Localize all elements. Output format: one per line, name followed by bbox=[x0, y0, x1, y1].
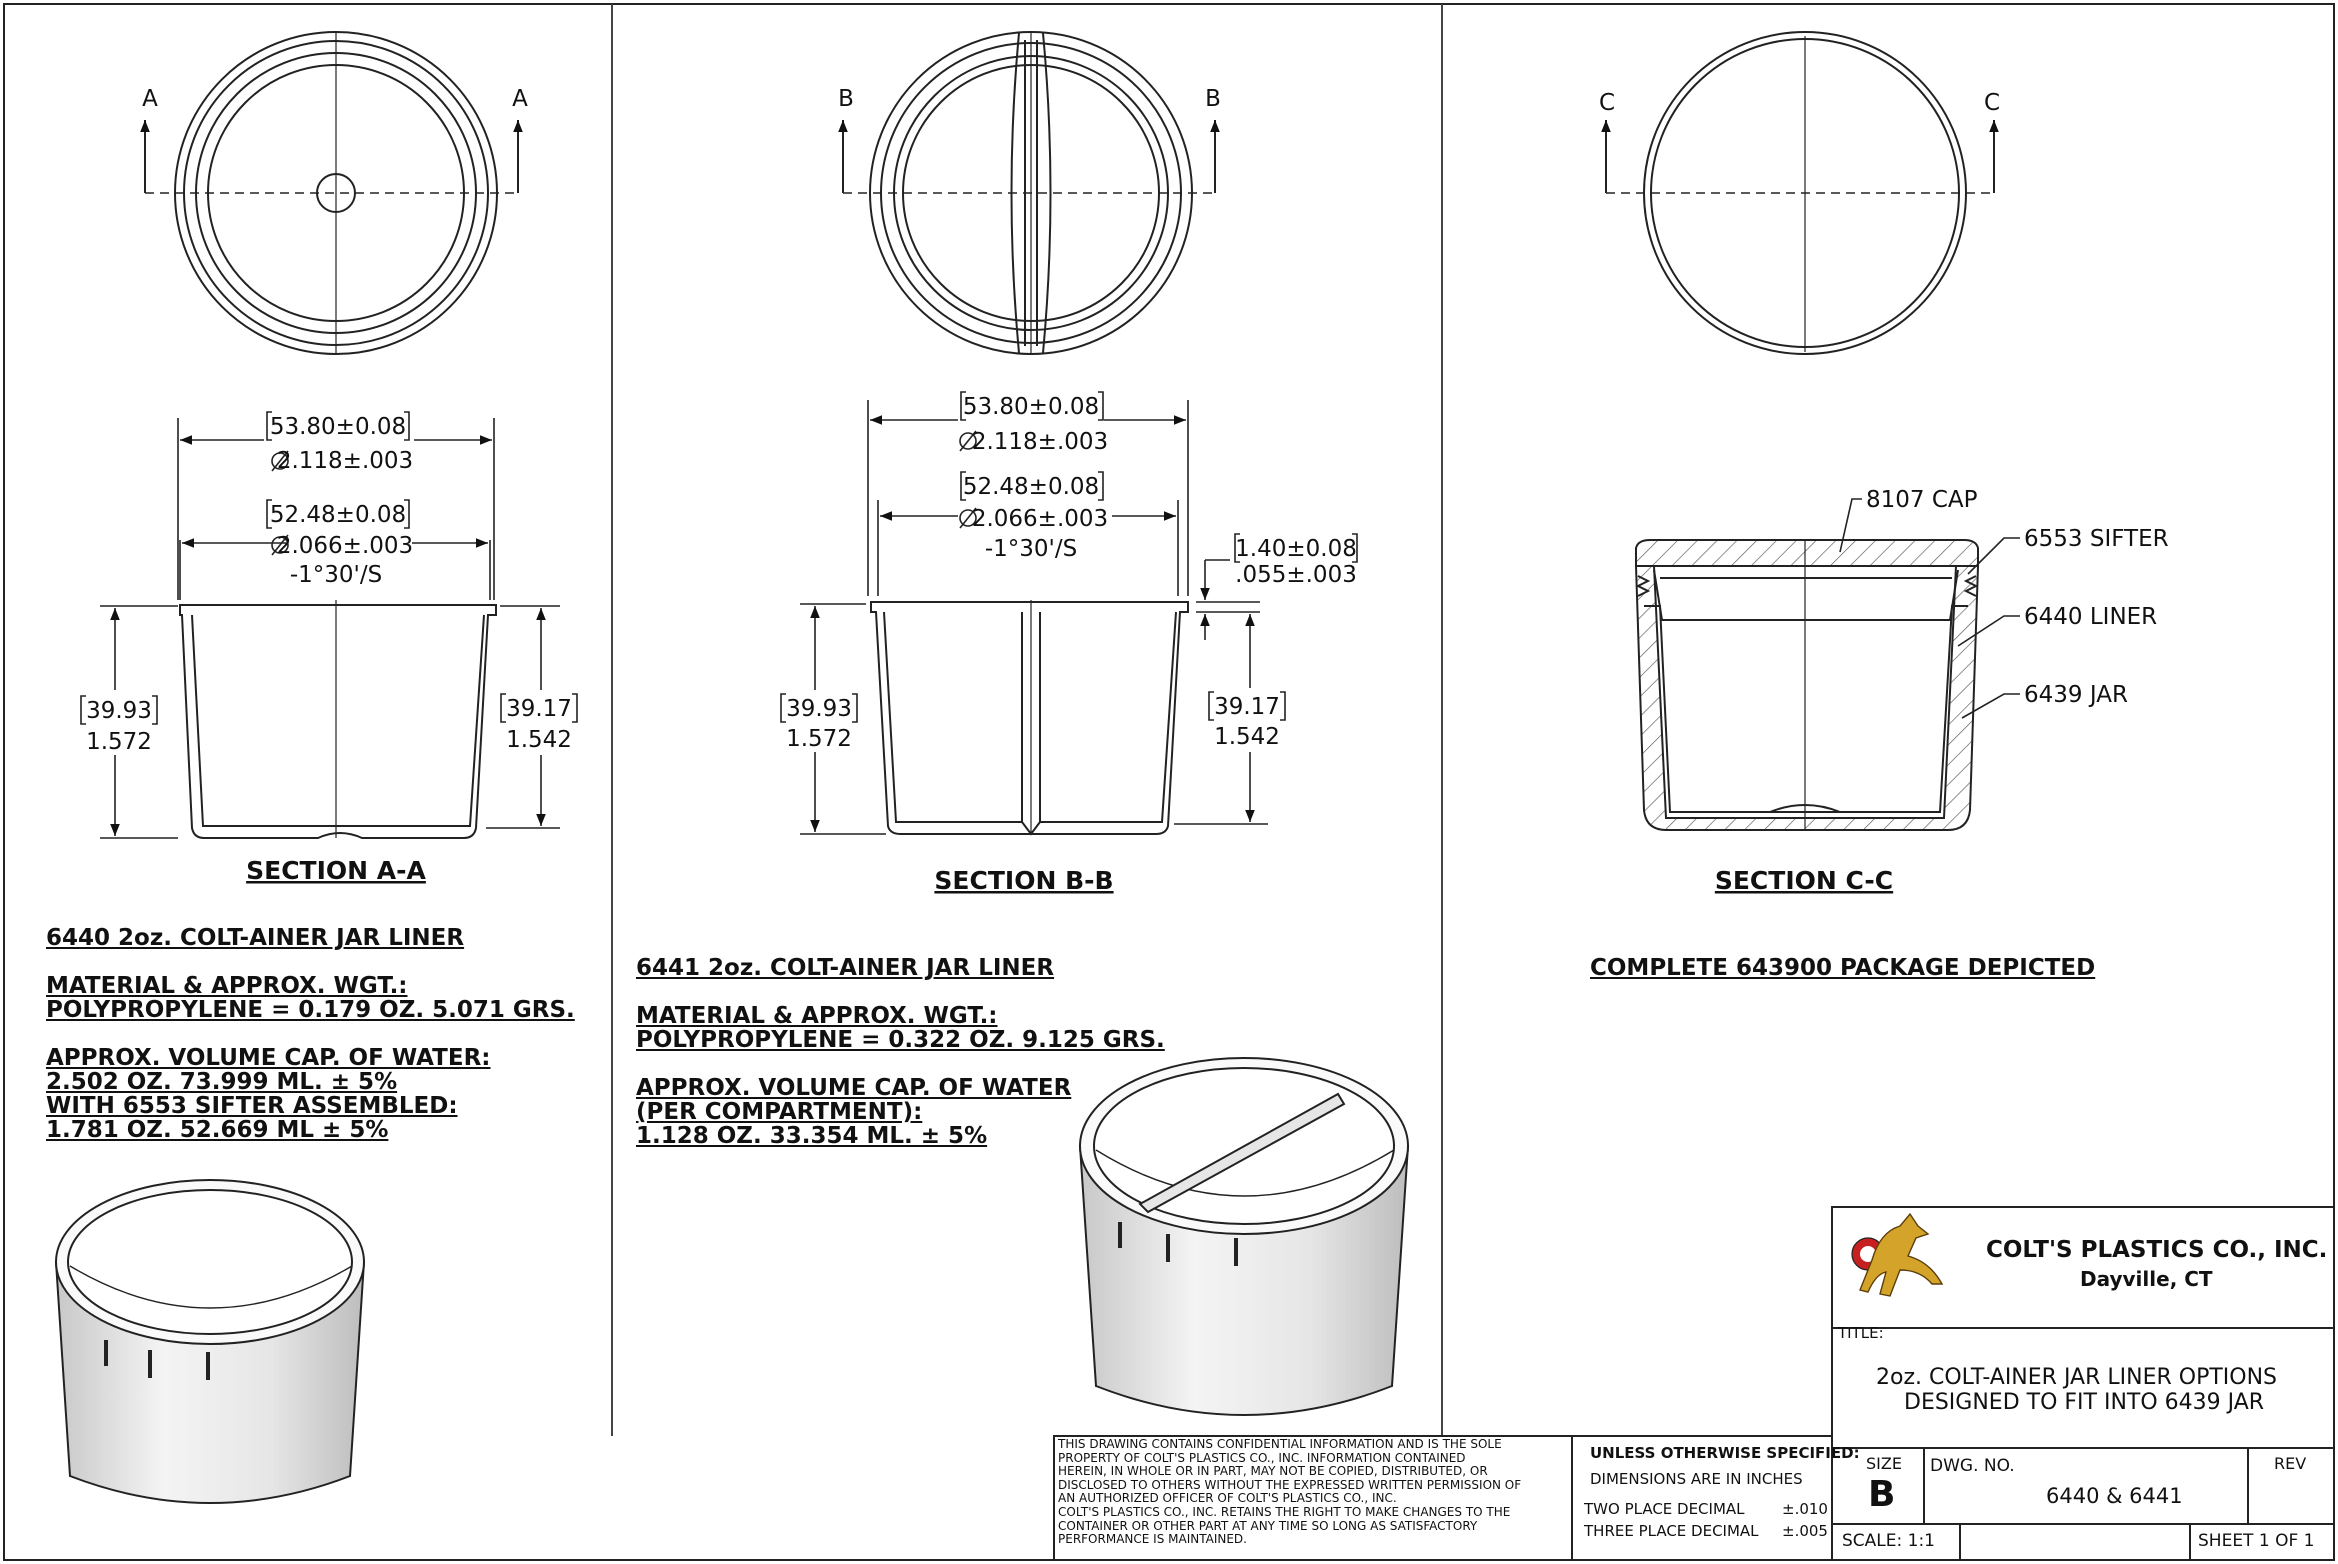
confidential-line: AN AUTHORIZED OFFICER OF COLT'S PLASTICS CO., INC. bbox=[1058, 1491, 1397, 1506]
dim-b-lip-mm: 1.40±0.08 bbox=[1235, 536, 1357, 562]
dimension-lines-b bbox=[781, 392, 1357, 834]
notes-6440-material: POLYPROPYLENE = 0.179 OZ. 5.071 GRS. bbox=[46, 997, 575, 1023]
dim-a-outer-in: 2.118±.003 bbox=[276, 448, 414, 474]
notes-6441-material: POLYPROPYLENE = 0.322 OZ. 9.125 GRS. bbox=[636, 1027, 1165, 1053]
dim-a-height-right-mm: 39.17 bbox=[506, 696, 572, 722]
notes-643900 bbox=[1590, 956, 2095, 980]
confidential-line: HEREIN, IN WHOLE OR IN PART, MAY NOT BE COPIED, DISTRIBUTED, OR bbox=[1058, 1464, 1488, 1479]
dim-b-height-right-in: 1.542 bbox=[1214, 724, 1280, 750]
title-label: TITLE: bbox=[1838, 1324, 1884, 1342]
notes-6441-volume-head: APPROX. VOLUME CAP. OF WATER bbox=[636, 1075, 1072, 1101]
section-b-b-profile bbox=[871, 600, 1188, 834]
dimension-lines-a bbox=[81, 412, 577, 838]
company-name: COLT'S PLASTICS CO., INC. bbox=[1986, 1237, 2328, 1263]
dim-b-height-left-mm: 39.93 bbox=[786, 696, 852, 722]
confidential-line: PERFORMANCE IS MAINTAINED. bbox=[1058, 1532, 1247, 1547]
three-place-tolerance: ±.005 bbox=[1782, 1522, 1828, 1540]
dim-a-draft: -1°30'/S bbox=[289, 562, 383, 588]
section-label-c: SECTION C-C bbox=[1714, 866, 1894, 895]
dim-b-height-left-in: 1.572 bbox=[786, 726, 852, 752]
section-a-a-profile bbox=[180, 600, 496, 838]
notes-6441-volume-sub: (PER COMPARTMENT): bbox=[636, 1099, 923, 1125]
sheet-number: SHEET 1 OF 1 bbox=[2198, 1531, 2315, 1551]
top-view-b bbox=[843, 32, 1215, 354]
callout-cap: 8107 CAP bbox=[1866, 487, 1978, 513]
confidential-line: DISCLOSED TO OTHERS WITHOUT THE EXPRESSED WRITTEN PERMISSION OF bbox=[1058, 1477, 1522, 1492]
notes-6441-title: 6441 2oz. COLT-AINER JAR LINER bbox=[636, 955, 1055, 981]
callout-jar: 6439 JAR bbox=[2024, 682, 2128, 708]
notes-6440-volume: 2.502 OZ. 73.999 ML. ± 5% bbox=[46, 1069, 398, 1095]
notes-643900-title: COMPLETE 643900 PACKAGE DEPICTED bbox=[1590, 955, 2096, 981]
section-label-a: SECTION A-A bbox=[246, 856, 426, 885]
confidential-line: COLT'S PLASTICS CO., INC. RETAINS THE RIGHT TO MAKE CHANGES TO THE bbox=[1058, 1504, 1511, 1519]
company-location: Dayville, CT bbox=[2080, 1267, 2213, 1291]
three-place-label: THREE PLACE DECIMAL bbox=[1584, 1522, 1759, 1540]
confidential-line: PROPERTY OF COLT'S PLASTICS CO., INC. INFORMATION CONTAINED bbox=[1058, 1450, 1466, 1465]
size-label: SIZE bbox=[1866, 1454, 1902, 1473]
dim-b-inner-mm: 52.48±0.08 bbox=[962, 474, 1100, 500]
dim-a-inner-in: 2.066±.003 bbox=[276, 533, 414, 559]
section-c-c-assembly bbox=[1636, 540, 1978, 830]
scale-value: SCALE: 1:1 bbox=[1842, 1531, 1935, 1551]
two-place-tolerance: ±.010 bbox=[1782, 1500, 1828, 1518]
dwg-no-label: DWG. NO. bbox=[1930, 1456, 2015, 1476]
company-logo bbox=[1852, 1214, 1942, 1296]
dim-b-outer-in: 2.118±.003 bbox=[971, 429, 1109, 455]
drawing-title-line-2: DESIGNED TO FIT INTO 6439 JAR bbox=[1904, 1390, 2265, 1415]
two-place-label: TWO PLACE DECIMAL bbox=[1584, 1500, 1745, 1518]
callout-leaders-c bbox=[1840, 499, 2020, 718]
dim-b-inner-in: 2.066±.003 bbox=[971, 506, 1109, 532]
cut-label-c-left: C bbox=[1598, 90, 1616, 116]
tolerance-heading: UNLESS OTHERWISE SPECIFIED: bbox=[1590, 1444, 1860, 1462]
notes-6441 bbox=[636, 956, 1165, 1148]
dim-a-inner-mm: 52.48±0.08 bbox=[269, 502, 407, 528]
dwg-no-value: 6440 & 6441 bbox=[2046, 1484, 2183, 1508]
confidential-line: THIS DRAWING CONTAINS CONFIDENTIAL INFORMATION AND IS THE SOLE bbox=[1058, 1437, 1502, 1451]
dim-b-height-right-mm: 39.17 bbox=[1214, 694, 1280, 720]
dim-a-outer-mm: 53.80±0.08 bbox=[269, 414, 407, 440]
isometric-liner-6440 bbox=[56, 1180, 364, 1503]
dim-b-outer-mm: 53.80±0.08 bbox=[962, 394, 1100, 420]
dim-a-height-left-mm: 39.93 bbox=[86, 698, 152, 724]
notes-6440-material-head: MATERIAL & APPROX. WGT.: bbox=[46, 973, 408, 999]
notes-6441-volume: 1.128 OZ. 33.354 ML. ± 5% bbox=[636, 1123, 988, 1149]
notes-6441-material-head: MATERIAL & APPROX. WGT.: bbox=[636, 1003, 998, 1029]
dimension-units: DIMENSIONS ARE IN INCHES bbox=[1590, 1470, 1803, 1488]
size-value: B bbox=[1868, 1474, 1896, 1515]
top-view-c bbox=[1606, 32, 1994, 354]
dim-b-draft: -1°30'/S bbox=[984, 536, 1078, 562]
cut-label-b-left: B bbox=[838, 86, 854, 112]
rev-label: REV bbox=[2274, 1454, 2307, 1473]
notes-6440-sifter-head: WITH 6553 SIFTER ASSEMBLED: bbox=[46, 1093, 458, 1119]
cut-label-b-right: B bbox=[1205, 86, 1221, 112]
top-view-a bbox=[145, 32, 518, 354]
notes-6440 bbox=[46, 926, 575, 1142]
dim-a-height-right-in: 1.542 bbox=[506, 727, 572, 753]
notes-6440-volume-head: APPROX. VOLUME CAP. OF WATER: bbox=[46, 1045, 491, 1071]
cut-label-a-left: A bbox=[142, 86, 158, 112]
callout-sifter: 6553 SIFTER bbox=[2024, 526, 2169, 552]
cut-label-a-right: A bbox=[512, 86, 528, 112]
confidential-line: CONTAINER OR OTHER PART AT ANY TIME SO LONG AS SATISFACTORY bbox=[1058, 1518, 1478, 1533]
dim-a-height-left-in: 1.572 bbox=[86, 729, 152, 755]
dim-b-lip-in: .055±.003 bbox=[1235, 562, 1357, 588]
drawing-title-line-1: 2oz. COLT-AINER JAR LINER OPTIONS bbox=[1876, 1365, 2278, 1390]
callout-liner: 6440 LINER bbox=[2024, 604, 2158, 630]
notes-6440-sifter: 1.781 OZ. 52.669 ML ± 5% bbox=[46, 1117, 389, 1143]
confidentiality-notice bbox=[1058, 1438, 1521, 1547]
cut-label-c-right: C bbox=[1983, 90, 2001, 116]
notes-6440-title: 6440 2oz. COLT-AINER JAR LINER bbox=[46, 925, 465, 951]
section-label-b: SECTION B-B bbox=[934, 866, 1114, 895]
